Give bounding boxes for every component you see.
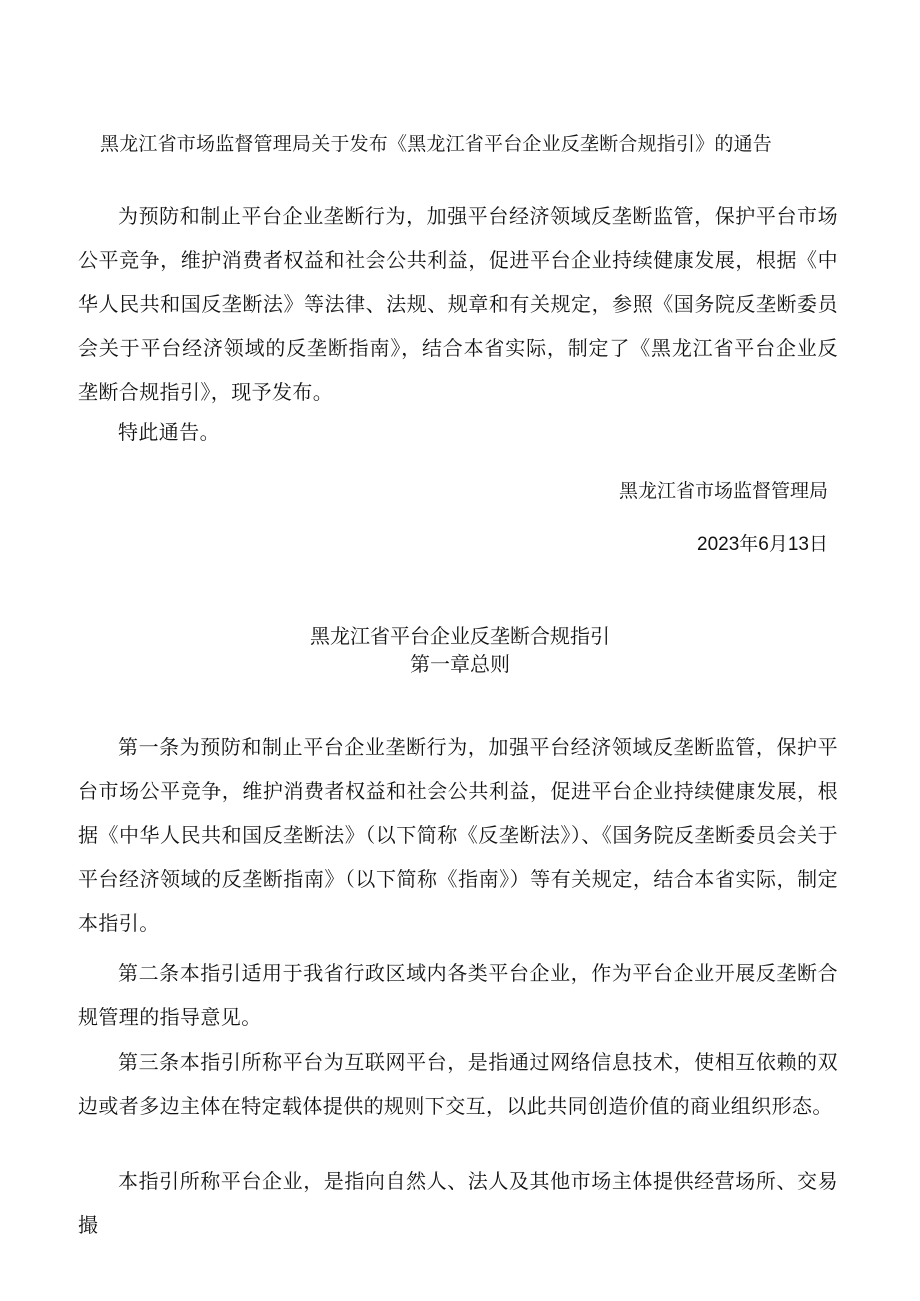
notice-closing: 特此通告。 bbox=[118, 420, 220, 444]
article-paragraph: 第二条本指引适用于我省行政区域内各类平台企业，作为平台企业开展反垄断合规管理的指导意见。 bbox=[78, 961, 838, 1029]
issuer-signature: 黑龙江省市场监督管理局 bbox=[618, 480, 828, 502]
guide-title: 黑龙江省平台企业反垄断合规指引 bbox=[310, 624, 610, 648]
notice-body-paragraph: 为预防和制止平台企业垄断行为，加强平台经济领域反垄断监管，保护平台市场公平竞争，维护消费者权益和社会公共利益，促进平台企业持续健康发展，根据《中华人民共和国反垄断法》等法律、法规、规章和有关规定，参照《国务院反垄断委员会关于平台经济领域的反垄断指南》，结合本省实际，制定了《黑龙江省平台企业反垄断合规指引》，现予发布。 bbox=[78, 204, 838, 404]
notice-title: 黑龙江省市场监督管理局关于发布《黑龙江省平台企业反垄断合规指引》的通告 bbox=[100, 133, 773, 155]
article-paragraph: 第三条本指引所称平台为互联网平台，是指通过网络信息技术，使相互依赖的双边或者多边主体在特定载体提供的规则下交互，以此共同创造价值的商业组织形态。 bbox=[78, 1050, 838, 1118]
chapter-title: 第一章总则 bbox=[410, 652, 510, 676]
issue-date: 2023年6月13日 bbox=[697, 534, 828, 555]
article-paragraph: 本指引所称平台企业，是指向自然人、法人及其他市场主体提供经营场所、交易撮 bbox=[78, 1169, 838, 1237]
article-paragraph: 第一条为预防和制止平台企业垄断行为，加强平台经济领域反垄断监管，保护平台市场公平竞争，维护消费者权益和社会公共利益，促进平台企业持续健康发展，根据《中华人民共和国反垄断法》（以下简称《反垄断法》）、《国务院反垄断委员会关于平台经济领域的反垄断指南》（以下简称《指南》）等有关规定，结合本省实际，制定本指引。 bbox=[78, 735, 838, 935]
